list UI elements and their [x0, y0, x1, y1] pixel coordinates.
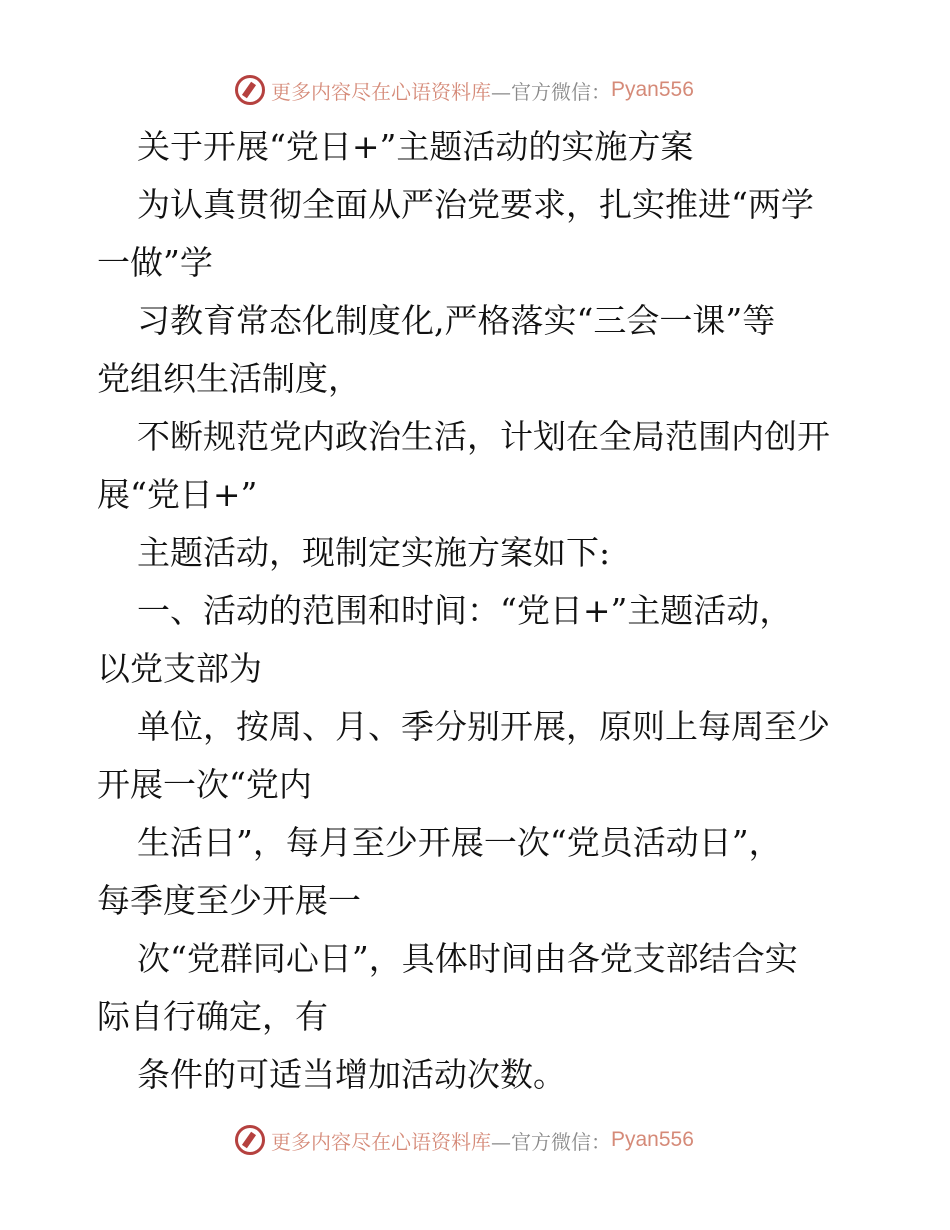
watermark-site: 更多内容尽在心语资料库	[271, 1129, 491, 1154]
header-watermark	[235, 72, 694, 108]
text-line: 生活日”，每月至少开展一次“党员活动日”，	[137, 823, 782, 862]
watermark-site: 更多内容尽在心语资料库	[271, 79, 491, 104]
text-line: 不断规范党内政治生活，计划在全局范围内创开	[137, 417, 830, 456]
text-line: 展“党日+”	[97, 475, 258, 514]
footer-watermark	[235, 1122, 694, 1158]
watermark-dash: —官方微信：	[491, 1129, 611, 1154]
text-line: 一做”学	[97, 243, 213, 282]
text-line: 一、活动的范围和时间：“党日+”主题活动，	[137, 591, 793, 630]
text-line: 次“党群同心日”，具体时间由各党支部结合实	[137, 939, 798, 978]
watermark-wechat: Pyan556	[611, 78, 694, 101]
text-line: 以党支部为	[97, 649, 262, 688]
text-line: 党组织生活制度，	[97, 359, 361, 398]
text-line: 单位，按周、月、季分别开展，原则上每周至少	[137, 707, 830, 746]
document-body	[97, 118, 877, 1104]
text-line: 主题活动，现制定实施方案如下:	[137, 533, 611, 572]
text-line: 际自行确定，有	[97, 997, 328, 1036]
logo-icon	[235, 1125, 265, 1155]
text-line: 关于开展“党日+”主题活动的实施方案	[137, 127, 694, 166]
watermark-wechat: Pyan556	[611, 1128, 694, 1151]
text-line: 开展一次“党内	[97, 765, 312, 804]
text-line: 每季度至少开展一	[97, 881, 361, 920]
text-line: 条件的可适当增加活动次数。	[137, 1055, 566, 1094]
text-line: 习教育常态化制度化,严格落实“三会一课”等	[137, 301, 776, 340]
logo-icon	[235, 75, 265, 105]
text-line: 为认真贯彻全面从严治党要求，扎实推进“两学	[137, 185, 814, 224]
watermark-dash: —官方微信：	[491, 79, 611, 104]
